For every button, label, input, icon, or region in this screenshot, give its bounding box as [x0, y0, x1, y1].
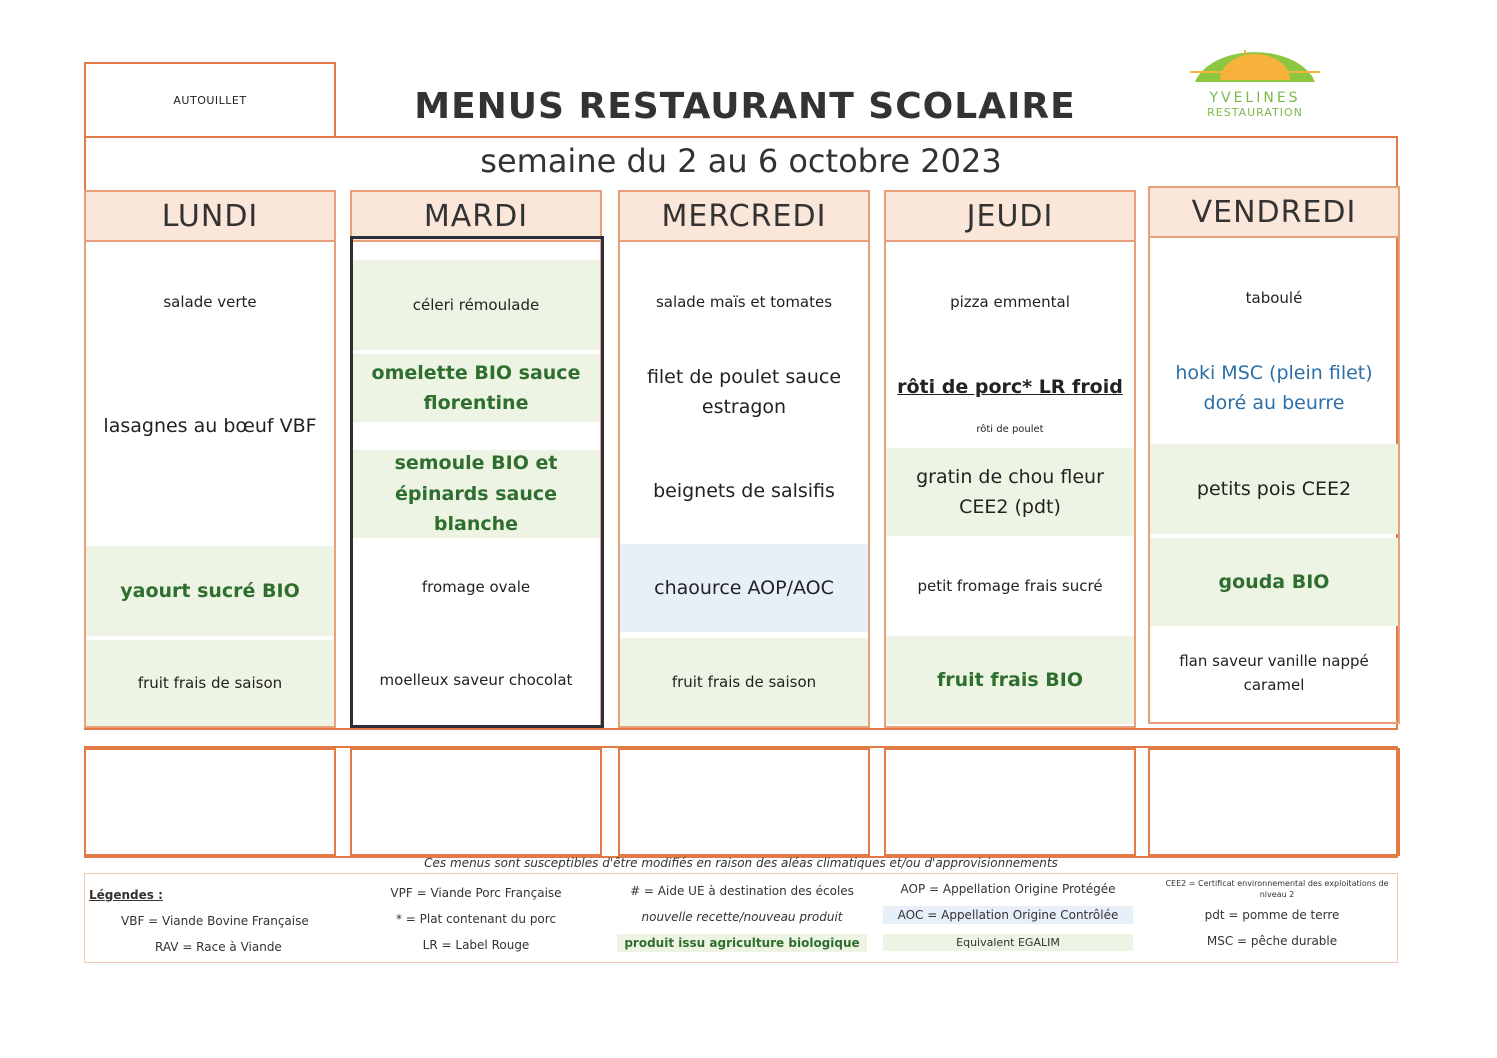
- disclaimer-note: Ces menus sont susceptibles d'être modifiés en raison des aléas climatiques et/ou d'approvisionnements: [424, 856, 1058, 870]
- page-title: MENUS RESTAURANT SCOLAIRE: [414, 86, 1076, 127]
- day-header-jeudi: JEUDI: [886, 192, 1134, 242]
- column-vendredi: [1148, 186, 1400, 724]
- dessert-vendredi: flan saveur vanille nappé caramel: [1179, 652, 1369, 694]
- empty-cell: [350, 748, 602, 856]
- logo-subtitle: RESTAURATION: [1207, 106, 1303, 119]
- legend-lr: LR = Label Rouge: [422, 938, 530, 952]
- plat-mercredi: filet de poulet sauce estragon: [646, 365, 842, 418]
- legend-msc: MSC = pêche durable: [1206, 934, 1338, 948]
- laitage-mercredi: chaource AOP/AOC: [620, 544, 868, 632]
- legend-vpf: VPF = Viande Porc Française: [390, 886, 562, 900]
- legend-porc: * = Plat contenant du porc: [395, 912, 557, 926]
- legend-vbf: VBF = Viande Bovine Française: [121, 914, 309, 928]
- day-header-mardi: MARDI: [352, 192, 600, 242]
- accomp-mercredi: beignets de salsifis: [653, 479, 835, 502]
- dessert-mardi: moelleux saveur chocolat: [379, 671, 573, 689]
- legend-cee2: CEE2 = Certificat environnemental des exploitations de niveau 2: [1165, 879, 1389, 900]
- week-title: semaine du 2 au 6 octobre 2023: [480, 142, 1002, 180]
- logo-name: YVELINES: [1209, 90, 1301, 106]
- dessert-lundi: fruit frais de saison: [86, 640, 334, 726]
- day-header-vendredi: VENDREDI: [1150, 188, 1398, 238]
- empty-cell: [1148, 748, 1400, 856]
- school-name-box: [84, 62, 336, 138]
- plat-jeudi: rôti de porc* LR froid: [897, 375, 1123, 398]
- empty-cell: [884, 748, 1136, 856]
- plat-vendredi: hoki MSC (plein filet) doré au beurre: [1175, 361, 1373, 414]
- dessert-jeudi: fruit frais BIO: [886, 636, 1134, 724]
- plat-alt-jeudi: rôti de poulet: [976, 424, 1044, 435]
- mardi-highlight-frame: [350, 236, 604, 728]
- legend-bio: produit issu agriculture biologique: [617, 934, 867, 952]
- school-name: AUTOUILLET: [173, 93, 247, 107]
- laitage-lundi: yaourt sucré BIO: [86, 546, 334, 636]
- legend-ue: # = Aide UE à destination des écoles: [630, 884, 854, 898]
- entree-mercredi: salade maïs et tomates: [655, 293, 833, 311]
- laitage-mardi: fromage ovale: [421, 578, 531, 596]
- dessert-mercredi: fruit frais de saison: [620, 638, 868, 726]
- plat-mardi: omelette BIO sauce florentine: [352, 354, 600, 422]
- day-header-mercredi: MERCREDI: [620, 192, 868, 242]
- laitage-vendredi: gouda BIO: [1150, 538, 1398, 626]
- empty-cell: [84, 748, 336, 856]
- accomp-mardi: semoule BIO et épinards sauce blanche: [352, 450, 600, 538]
- plat-lundi: lasagnes au bœuf VBF: [103, 414, 317, 437]
- legend-rav: RAV = Race à Viande: [155, 940, 282, 954]
- legend-aop: AOP = Appellation Origine Protégée: [900, 882, 1116, 896]
- column-lundi: [84, 190, 336, 728]
- legend-aoc: AOC = Appellation Origine Contrôlée: [883, 906, 1133, 924]
- laitage-jeudi: petit fromage frais sucré: [917, 577, 1103, 595]
- entree-lundi: salade verte: [163, 293, 257, 311]
- legend-nouveau: nouvelle recette/nouveau produit: [641, 910, 843, 924]
- legend: [84, 873, 1398, 963]
- day-header-lundi: LUNDI: [86, 192, 334, 242]
- entree-mardi: céleri rémoulade: [352, 260, 600, 350]
- entree-jeudi: pizza emmental: [950, 293, 1070, 311]
- column-jeudi: [884, 190, 1136, 728]
- empty-cell: [618, 748, 870, 856]
- legend-pdt: pdt = pomme de terre: [1204, 908, 1340, 922]
- accomp-vendredi: petits pois CEE2: [1150, 444, 1398, 534]
- yvelines-logo: [1180, 44, 1330, 124]
- entree-vendredi: taboulé: [1245, 289, 1303, 307]
- column-mercredi: [618, 190, 870, 728]
- accomp-jeudi: gratin de chou fleur CEE2 (pdt): [886, 448, 1134, 536]
- legend-egalim: Equivalent EGALIM: [883, 934, 1133, 951]
- legend-title: Légendes :: [89, 888, 163, 902]
